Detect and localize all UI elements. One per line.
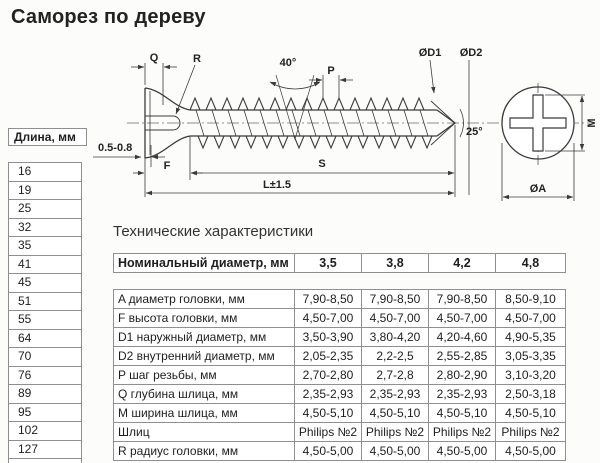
dim-label-q: Q xyxy=(149,52,159,64)
specs-header-row xyxy=(114,254,566,273)
spec-cell: 4,50-7,00 xyxy=(496,309,566,328)
dim-label-l: L±1.5 xyxy=(262,179,292,191)
spec-cell: 4,50-7,00 xyxy=(295,309,362,328)
spec-row-label: F высота головки, мм xyxy=(114,309,295,328)
table-row xyxy=(114,328,566,347)
length-cell: 19 xyxy=(9,182,81,201)
dim-label-40: 40° xyxy=(279,57,297,69)
length-table-header: Длина, мм xyxy=(8,128,87,146)
table-row xyxy=(114,366,566,385)
spec-cell: 7,90-8,50 xyxy=(362,290,429,309)
length-cell-partial xyxy=(9,459,81,463)
spec-row-label: P шаг резьбы, мм xyxy=(114,366,295,385)
dim-label-d2: ØD2 xyxy=(459,47,483,59)
spec-cell: 7,90-8,50 xyxy=(429,290,496,309)
spec-cell: 2,2-2,5 xyxy=(362,347,429,366)
spec-cell: 2,70-2,80 xyxy=(295,366,362,385)
spec-cell: 3,05-3,35 xyxy=(496,347,566,366)
spec-cell: 4,50-5,10 xyxy=(429,404,496,423)
specs-table xyxy=(113,289,566,461)
spec-cell: 4,50-5,10 xyxy=(362,404,429,423)
length-cell: 95 xyxy=(9,404,81,423)
spec-cell: 2,35-2,93 xyxy=(429,385,496,404)
table-row xyxy=(114,404,566,423)
dim-label-d1: ØD1 xyxy=(418,47,442,59)
spec-cell: Philips №2 xyxy=(295,423,362,442)
table-row xyxy=(114,385,566,404)
dim-label-p: P xyxy=(327,65,335,77)
spec-cell: 2,35-2,93 xyxy=(295,385,362,404)
specs-heading: Технические характеристики xyxy=(113,223,314,240)
spec-cell: 4,50-5,10 xyxy=(295,404,362,423)
diameter-column: 3,5 xyxy=(295,254,362,273)
table-row xyxy=(114,290,566,309)
specs-header-label: Номинальный диаметр, мм xyxy=(114,254,295,273)
spec-cell: 2,05-2,35 xyxy=(295,347,362,366)
length-cell: 25 xyxy=(9,200,81,219)
length-cell: 127 xyxy=(9,441,81,460)
spec-row-label: R радиус головки, мм xyxy=(114,442,295,461)
dim-label-f: F xyxy=(163,160,171,172)
spec-cell: 4,50-5,10 xyxy=(496,404,566,423)
spec-cell: 4,20-4,60 xyxy=(429,328,496,347)
length-cell: 89 xyxy=(9,385,81,404)
dimension-lines xyxy=(93,60,469,197)
spec-cell: 4,50-7,00 xyxy=(429,309,496,328)
dim-label-m: M xyxy=(586,118,598,128)
spec-cell: 4,50-7,00 xyxy=(362,309,429,328)
length-cell: 70 xyxy=(9,348,81,367)
spec-cell: Philips №2 xyxy=(362,423,429,442)
spec-cell: 2,80-2,90 xyxy=(429,366,496,385)
length-cell: 55 xyxy=(9,311,81,330)
spec-cell: 3,10-3,20 xyxy=(496,366,566,385)
spec-cell: 2,7-2,8 xyxy=(362,366,429,385)
spec-cell: 2,35-2,93 xyxy=(362,385,429,404)
dim-label-r: R xyxy=(193,53,201,65)
length-table xyxy=(8,162,82,463)
dim-label-25: 25° xyxy=(466,126,483,138)
specs-header-table xyxy=(113,253,566,273)
length-cell: 45 xyxy=(9,274,81,293)
spec-row-label: D2 внутренний диаметр, мм xyxy=(114,347,295,366)
dim-label-edge: 0.5-0.8 xyxy=(98,142,133,154)
length-cell: 51 xyxy=(9,293,81,312)
dim-label-a: ØA xyxy=(529,183,547,195)
spec-cell: Philips №2 xyxy=(429,423,496,442)
diameter-column: 4,2 xyxy=(429,254,496,273)
screw-technical-drawing xyxy=(85,45,600,210)
length-cell: 64 xyxy=(9,330,81,349)
spec-cell: 3,80-4,20 xyxy=(362,328,429,347)
spec-cell: 3,50-3,90 xyxy=(295,328,362,347)
table-row xyxy=(114,347,566,366)
spec-row-label: Q глубина шлица, мм xyxy=(114,385,295,404)
spec-cell: 2,50-3,18 xyxy=(496,385,566,404)
length-cell: 16 xyxy=(9,163,81,182)
length-cell: 41 xyxy=(9,256,81,275)
spec-cell: 7,90-8,50 xyxy=(295,290,362,309)
spec-cell: 2,55-2,85 xyxy=(429,347,496,366)
spec-cell: Philips №2 xyxy=(496,423,566,442)
length-cell: 32 xyxy=(9,219,81,238)
spec-cell: 4,90-5,35 xyxy=(496,328,566,347)
spec-cell: 4,50-5,00 xyxy=(496,442,566,461)
spec-row-label: A диаметр головки, мм xyxy=(114,290,295,309)
dim-label-s: S xyxy=(318,158,326,170)
table-row xyxy=(114,442,566,461)
diameter-column: 3,8 xyxy=(362,254,429,273)
length-cell: 35 xyxy=(9,237,81,256)
spec-cell: 4,50-5,00 xyxy=(362,442,429,461)
table-row xyxy=(114,309,566,328)
spec-row-label: Шлиц xyxy=(114,423,295,442)
length-cell: 102 xyxy=(9,422,81,441)
spec-cell: 8,50-9,10 xyxy=(496,290,566,309)
table-row xyxy=(114,423,566,442)
spec-row-label: M ширина шлица, мм xyxy=(114,404,295,423)
page-title: Саморез по дереву xyxy=(11,6,206,28)
length-cell: 76 xyxy=(9,367,81,386)
diameter-column: 4,8 xyxy=(496,254,566,273)
spec-cell: 4,50-5,00 xyxy=(295,442,362,461)
spec-row-label: D1 наружный диаметр, мм xyxy=(114,328,295,347)
spec-cell: 4,50-5,00 xyxy=(429,442,496,461)
